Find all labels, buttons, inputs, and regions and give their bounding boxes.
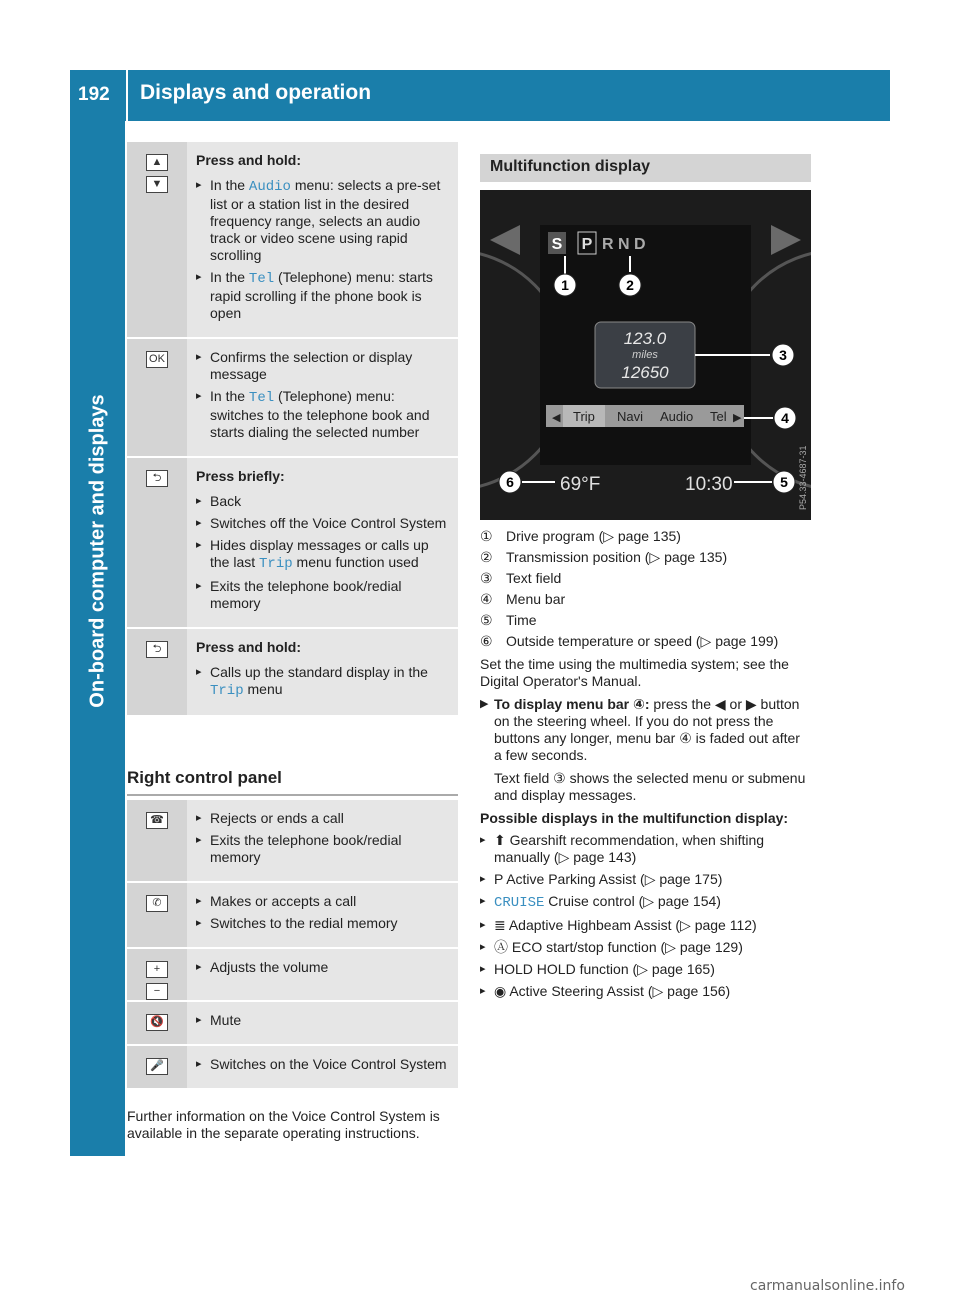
button-key-icon: + [146,961,168,978]
possible-display-item [480,961,811,978]
item-text: Ⓐ ECO start/stop function (▷ page 129) [494,939,743,955]
menu-left-icon: ◀ [552,412,561,424]
callout-4-label: 4 [781,410,789,426]
legend-item [480,549,811,566]
callout-3-label: 3 [779,347,787,363]
legend-text: Outside temperature or speed (▷ page 199) [506,633,779,649]
gear-p-label: P [581,236,593,253]
row-icons [127,629,187,715]
clock-time: 10:30 [685,474,733,495]
callout-6-label: 6 [506,474,514,490]
bullet-text: menu function used [292,554,419,570]
row-heading: Press and hold: [196,152,302,168]
row-text [187,800,458,881]
row-icons [127,800,187,881]
table-row [127,949,458,1002]
legend-text: Text field [506,570,562,586]
bullet-text: Switches off the Voice Control System [210,515,447,531]
bullet-text: In the [210,388,249,404]
gears-label: R N D [602,236,646,253]
menu-name: Audio [248,179,291,195]
menu-trip: Trip [573,409,595,424]
bullet-item [196,349,450,383]
table-row [127,800,458,883]
bullet-item: ▸ Rejects or ends a call [196,810,450,827]
button-key-icon: ⮌ [146,641,168,658]
legend-text: Drive program (▷ page 135) [506,528,681,544]
unit-label: miles [632,349,658,361]
possible-display-item [480,871,811,888]
item-text: HOLD HOLD function (▷ page 165) [494,961,715,977]
row-icons [127,1046,187,1088]
bullet-item [196,269,450,322]
table-row [127,1046,458,1090]
page-header [70,70,890,121]
possible-display-item [480,832,811,866]
button-key-icon: OK [146,351,168,368]
legend-item [480,570,811,587]
bullet-item [196,388,450,441]
possible-displays-heading: Possible displays in the multifunction display: [480,810,789,826]
bullet-text: (Telephone) menu: switches to the telephone book and starts dialing the selected number [210,388,430,440]
menu-tel: Tel [710,409,727,424]
bullet-text: (Telephone) menu: starts rapid scrolling if the phone book is open [210,269,433,321]
bullet-item: ▸ Adjusts the volume [196,959,450,976]
row-text [187,1046,458,1088]
legend-item [480,528,811,545]
outside-temp: 69°F [560,474,601,495]
side-tab [70,121,125,1156]
bullet-item: ▸ Switches on the Voice Control System [196,1056,450,1073]
bullet-text: Hides display messages or calls up the last [210,537,429,570]
item-text: ≣ Adaptive Highbeam Assist (▷ page 112) [494,917,757,933]
table-row [127,883,458,949]
legend-text: Menu bar [506,591,566,607]
row-text [187,142,458,337]
menu-name: Trip [259,556,293,572]
instruction-text: press the ◀ or ▶ button on the steering wheel. If you do not press the buttons any longer, menu bar ④ is faded out after a few seconds. [494,696,800,763]
left-control-table [127,142,458,717]
legend-item [480,612,811,629]
table-row [127,458,458,629]
button-key-icon: ☎ [146,812,168,829]
button-key-icon: 🎤 [146,1058,168,1075]
bullet-item: ▸ Exits the telephone book/redial memory [196,832,450,866]
row-text [187,949,458,1000]
bullet-text: menu [243,681,283,697]
item-text: ◉ Active Steering Assist (▷ page 156) [494,983,731,999]
bullet-text: In the [210,269,249,285]
button-key-icon: ✆ [146,895,168,912]
possible-display-item [480,917,811,934]
row-icons [127,339,187,456]
menu-audio: Audio [660,409,694,424]
menu-name: Tel [248,390,275,406]
possible-display-item [480,939,811,956]
button-key-icon: − [146,983,168,1000]
row-text [187,339,458,456]
table-row [127,142,458,339]
header-divider [126,70,128,121]
callout-2-label: 2 [626,277,634,293]
bullet-item: ▸ Makes or accepts a call [196,893,450,910]
possible-display-item [480,983,811,1000]
table-row [127,629,458,717]
image-code: P54.33-4687-31 [798,445,808,510]
trip-value: 123.0 [623,329,667,348]
menu-name: Trip [210,683,244,699]
bullet-item [196,537,450,573]
bullet-item: ▸ Mute [196,1012,450,1029]
bullet-text: Calls up the standard display in the [210,664,428,680]
item-text: ⬆ Gearshift recommendation, when shifting manually (▷ page 143) [494,832,765,865]
bullet-item [196,515,450,532]
watermark: carmanualsonline.info [750,1278,905,1294]
item-text: P Active Parking Assist (▷ page 175) [494,871,723,887]
row-icons [127,142,187,337]
callout-5-label: 5 [780,474,788,490]
legend-item [480,591,811,608]
instruction-heading: To display menu bar ④: [494,696,650,712]
callout-legend [480,528,811,650]
legend-text: Transmission position (▷ page 135) [506,549,728,565]
multifunction-display-heading: Multifunction display [480,154,811,182]
row-icons [127,949,187,1000]
row-icons [127,883,187,947]
row-text [187,629,458,715]
row-heading: Press and hold: [196,639,302,655]
row-text [187,883,458,947]
right-control-panel-title: Right control panel [127,768,458,796]
menu-name: Tel [248,271,275,287]
button-key-icon: ⮌ [146,470,168,487]
menu-navi: Navi [617,409,644,424]
bullet-text: In the [210,177,249,193]
instrument-cluster-image [480,190,811,520]
bullet-item [196,664,450,700]
further-info: Further information on the Voice Control System is available in the separate operating instructions. [127,1108,440,1141]
text-field-note: Text field ③ shows the selected menu or submenu and display messages. [494,770,806,803]
item-text: Cruise control (▷ page 154) [544,893,721,909]
row-text [187,1002,458,1044]
legend-text: Time [506,612,537,628]
legend-number: ① [480,528,493,544]
row-text [187,458,458,627]
legend-number: ④ [480,591,493,607]
page-number: 192 [78,84,110,105]
gear-s-label: S [551,236,563,253]
mfd-description [480,528,811,1000]
legend-number: ③ [480,570,493,586]
odometer-value: 12650 [621,363,669,382]
possible-display-item [480,893,811,912]
set-time-note: Set the time using the multimedia system; see the Digital Operator's Manual. [480,656,789,689]
side-tab-label: On-board computer and displays [86,394,109,708]
right-control-table [127,800,458,1090]
row-icons [127,458,187,627]
bullet-item: ▸ Switches to the redial memory [196,915,450,932]
bullet-text: Confirms the selection or display message [210,349,413,382]
bullet-item [196,578,450,612]
callout-1-label: 1 [561,277,569,293]
menu-right-icon: ▶ [733,412,742,424]
bullet-text: menu: selects a pre-set list or a station list in the desired frequency range, selects an audio track or video scene using rapid scrolling [210,177,441,263]
page-title: Displays and operation [140,81,372,104]
bullet-text: Exits the telephone book/redial memory [210,578,402,611]
menu-bar-instruction [480,696,811,764]
button-key-icon: ▼ [146,176,168,193]
possible-displays-list [480,832,811,1000]
legend-number: ⑥ [480,633,493,649]
row-icons [127,1002,187,1044]
row-heading: Press briefly: [196,468,285,484]
bullet-item [196,177,450,264]
button-key-icon: 🔇 [146,1014,168,1031]
button-key-icon: ▲ [146,154,168,171]
cruise-indicator: CRUISE [494,895,545,911]
legend-number: ⑤ [480,612,493,628]
legend-item [480,633,811,650]
table-row [127,339,458,458]
legend-number: ② [480,549,493,565]
bullet-text: Back [210,493,242,509]
bullet-item [196,493,450,510]
table-row [127,1002,458,1046]
